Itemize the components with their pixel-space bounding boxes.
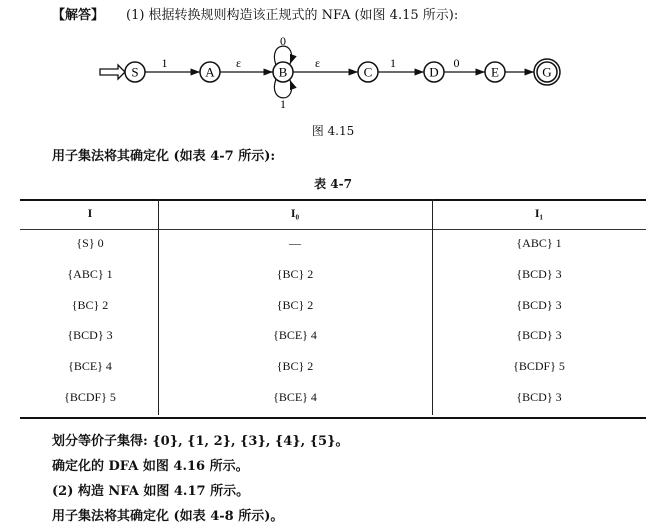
table-cell: {BCD} 3 bbox=[67, 328, 113, 343]
transition-label: 0 bbox=[453, 56, 460, 70]
transition-label: 1 bbox=[161, 56, 168, 70]
table-cell: {ABC} 1 bbox=[516, 236, 562, 250]
table-cell: {BCDF} 5 bbox=[64, 390, 116, 404]
table-cell: {BC} 2 bbox=[276, 297, 314, 312]
table-cell: {BCDF} 5 bbox=[513, 359, 565, 374]
loop-label: 0 bbox=[280, 34, 286, 48]
state-label: S bbox=[131, 64, 139, 80]
loop-label: 1 bbox=[280, 97, 286, 111]
transition-label: 1 bbox=[390, 56, 396, 70]
state-label: E bbox=[491, 64, 499, 80]
answer-label: 【解答】 bbox=[52, 8, 105, 23]
table-caption: 表 4-7 bbox=[314, 177, 352, 191]
table-cell: {BC} 2 bbox=[71, 297, 109, 312]
table-cell: {S} 0 bbox=[76, 236, 104, 250]
table-cell: {BC} 2 bbox=[276, 266, 314, 281]
table-header: I₁ bbox=[534, 206, 544, 220]
transition-label: ε bbox=[314, 56, 321, 70]
table-cell: {BCD} 3 bbox=[516, 266, 562, 281]
table-header: I₀ bbox=[290, 206, 300, 220]
nfa-diagram bbox=[0, 0, 666, 120]
table-cell: {BCD} 3 bbox=[516, 390, 562, 404]
table-cell: {BC} 2 bbox=[276, 359, 314, 374]
column-divider bbox=[158, 199, 159, 415]
table-header: I bbox=[87, 206, 93, 220]
transition-label: ε bbox=[235, 56, 242, 70]
table-cell: {BCE} 4 bbox=[273, 328, 317, 343]
state-label: A bbox=[205, 64, 215, 80]
text-line: 用子集法将其确定化 (如表 4-8 所示)。 bbox=[52, 509, 284, 524]
table-cell: {BCD} 3 bbox=[516, 328, 562, 343]
table-cell: {ABC} 1 bbox=[67, 266, 113, 281]
paragraph-1: 用子集法将其确定化 (如表 4-7 所示): bbox=[52, 149, 276, 164]
state-label: B bbox=[278, 64, 288, 80]
figure-caption: 图 4.15 bbox=[311, 124, 355, 138]
start-arrow-icon bbox=[100, 65, 125, 79]
table-cell: {BCE} 4 bbox=[68, 359, 112, 374]
state-label: C bbox=[363, 64, 373, 80]
text-line: 确定化的 DFA 如图 4.16 所示。 bbox=[52, 459, 249, 474]
state-label: G bbox=[542, 64, 552, 80]
header-divider bbox=[20, 229, 646, 230]
state-label: D bbox=[429, 64, 439, 80]
text-line: (2) 构造 NFA 如图 4.17 所示。 bbox=[52, 484, 250, 499]
table-cell: {BCE} 4 bbox=[273, 390, 317, 404]
table-cell: — bbox=[289, 236, 301, 250]
text-line: 划分等价子集得: {0}, {1, 2}, {3}, {4}, {5}。 bbox=[52, 434, 349, 449]
table-cell: {BCD} 3 bbox=[516, 297, 562, 312]
heading-text: (1) 根据转换规则构造该正规式的 NFA (如图 4.15 所示): bbox=[126, 8, 459, 23]
column-divider bbox=[432, 199, 433, 415]
